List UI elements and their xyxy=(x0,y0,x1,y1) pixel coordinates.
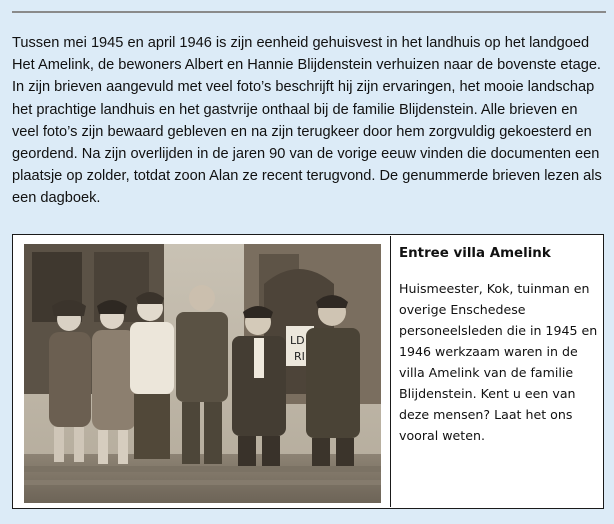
group-photo-icon xyxy=(24,244,381,503)
svg-text:LD: LD xyxy=(290,334,305,347)
group-photo xyxy=(24,244,381,503)
caption-body: Huismeester, Kok, tuinman en overige Enschedese personeelsleden die in 1945 en 1946 werkzaam waren in de villa Amelink van de familie Blijdenstein. Kent u een van deze mensen? Laat het ons vooral weten. xyxy=(399,281,598,443)
photo-caption xyxy=(391,236,603,507)
photo-caption-panel xyxy=(12,234,604,509)
caption-title: Entree villa Amelink xyxy=(399,246,551,261)
intro-paragraph: Tussen mei 1945 en april 1946 is zijn eenheid gehuisvest in het landhuis op het landgoed Het Amelink, de bewoners Albert en Hannie Blijdenstein verhuizen naar de bovenste etage. In zijn brieven aangevuld met veel foto’s beschrijft hij zijn ervaringen, het mooie landschap het prachtige landhuis en het gastvrije onthaal bij de familie Blijdenstein. Alle brieven en veel foto’s zijn bewaard gebleven en na zijn terugkeer door hem zorgvuldig gekoesterd en geordend. Na zijn overlijden in de jaren 90 van de vorige eeuw vinden die documenten een plaatsje op zolder, totdat zoon Alan ze recent terugvond. De genummerde brieven lezen als een dagboek. xyxy=(12,35,602,207)
top-divider xyxy=(12,11,606,13)
svg-text:RI: RI xyxy=(294,350,305,363)
